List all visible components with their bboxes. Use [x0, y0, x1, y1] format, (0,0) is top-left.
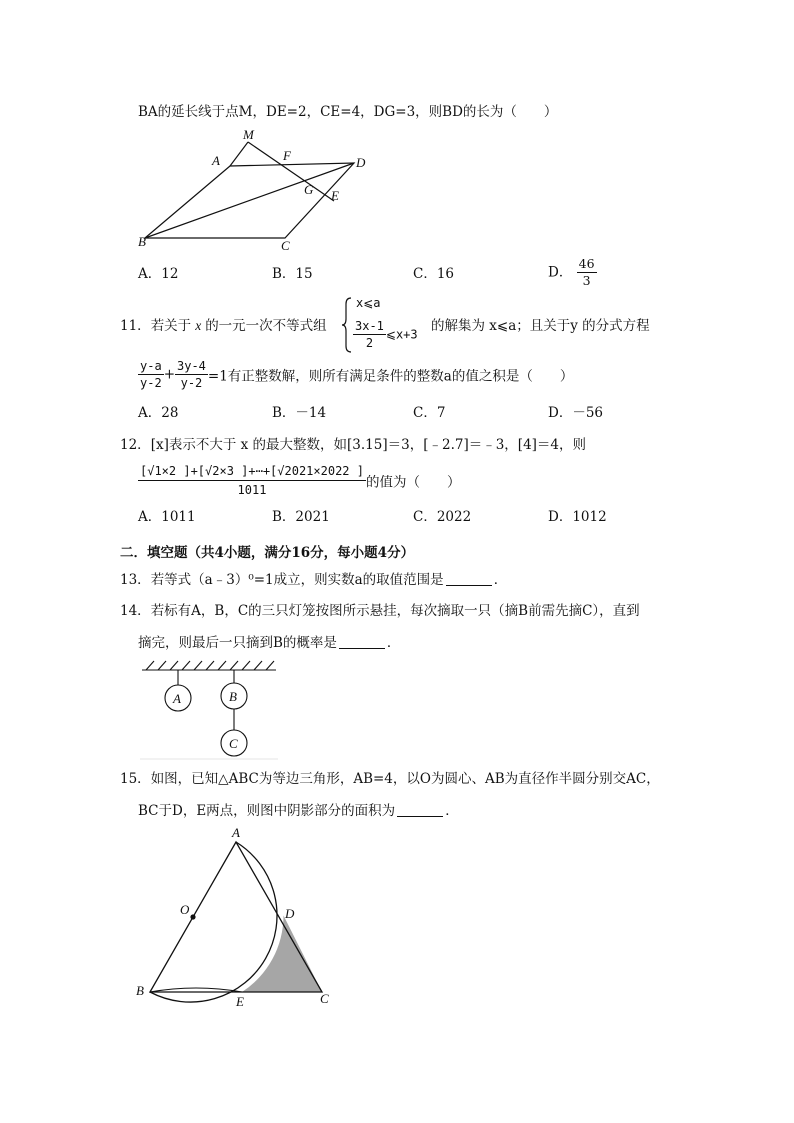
segment-me [248, 142, 334, 201]
q13-answer-blank[interactable] [446, 571, 492, 586]
label-a: A [232, 825, 240, 840]
label-e: E [236, 994, 244, 1009]
q12-stem: 12．[x]表示不大于 x 的最大整数，如[3.15]＝3，[﹣2.7]＝﹣3，[4]＝4，则 [120, 437, 587, 453]
label-f: F [283, 148, 291, 163]
q12-option-b: B．2021 [272, 509, 330, 525]
q10-option-b: B．15 [272, 266, 313, 282]
q11-system-line2: $\frac{3x-1}{2}$ ⩽x+3 [355, 319, 418, 350]
q11-system-brace [341, 296, 353, 354]
q14-answer-blank[interactable] [339, 634, 385, 649]
diagonal-bd [145, 163, 354, 238]
q10-option-c: C．16 [413, 266, 455, 282]
q10-figure [135, 126, 375, 252]
q14-line1: 14．若标有A，B，C的三只灯笼按图所示悬挂，每次摘取一只（摘B前需先摘C），直到 [120, 603, 640, 619]
q14-figure [140, 658, 280, 760]
segment-am [230, 142, 248, 166]
q12-option-c: C．2022 [413, 509, 472, 525]
q14-line2: 摘完，则最后一只摘到B的概率是 ． [138, 635, 401, 651]
label-m: M [243, 127, 254, 142]
label-c: C [281, 238, 290, 252]
q11-stem: 11．若关于 x 的一元一次不等式组 [120, 318, 327, 334]
semicircle-arc [150, 842, 277, 1002]
q11-stem-post: 的解集为 x⩽a；且关于y 的分式方程 [431, 318, 650, 334]
q10-option-d-fraction: $\frac{46}{3}$ [578, 256, 595, 288]
q11-option-b: B．－14 [272, 405, 327, 421]
label-a: A [212, 153, 220, 168]
label-o: O [180, 902, 190, 917]
q15-line1: 15．如图，已知△ABC为等边三角形，AB=4，以O为圆心、AB为直径作半圆分别交AC， [120, 771, 660, 787]
label-b: B [138, 234, 146, 249]
q13-stem: 13．若等式（a﹣3）⁰=1成立，则实数a的取值范围是 ． [120, 572, 508, 588]
label-d: D [285, 906, 295, 921]
q15-figure [132, 822, 342, 1012]
q12-option-d: D．1012 [548, 509, 607, 525]
lantern-b-label: B [229, 689, 237, 704]
label-g: G [304, 182, 314, 197]
q11-system-line1: x⩽a [356, 296, 381, 310]
section-fill-in-title: 二．填空题（共4小题，满分16分，每小题4分） [120, 545, 415, 561]
q10-option-a: A．12 [138, 266, 179, 282]
q12-expression: $\frac{[√1\times 2 ]+[√2\times 3 ]+\cdots+[√2021\times 2022 ]}{1011}$ 的值为（ ） [140, 464, 461, 497]
q15-line2: BC于D，E两点，则图中阴影部分的面积为 ． [138, 803, 459, 819]
q11-option-a: A．28 [138, 405, 179, 421]
q10-option-d: D． $\frac{46}{3}$ [548, 256, 595, 288]
shaded-region [242, 916, 322, 993]
q12-option-a: A．1011 [138, 509, 196, 525]
label-d: D [356, 155, 366, 170]
q10-stem-tail: BA的延长线于点M，DE=2，CE=4，DG=3，则BD的长为（ ） [138, 104, 558, 120]
label-c: C [320, 991, 329, 1006]
label-e: E [331, 188, 339, 203]
q11-option-c: C．7 [413, 405, 446, 421]
q15-answer-blank[interactable] [397, 802, 443, 817]
lantern-a-label: A [173, 691, 181, 706]
lantern-c-label: C [229, 736, 238, 751]
label-b: B [136, 983, 144, 998]
center-point-o [190, 914, 195, 919]
q11-option-d: D．－56 [548, 405, 604, 421]
q11-equation: $\frac{y-a}{y-2}$ + $\frac{3y-4}{y-2}$ =1有正整数解，则所有满足条件的整数a的值之积是（ ） [140, 359, 574, 390]
